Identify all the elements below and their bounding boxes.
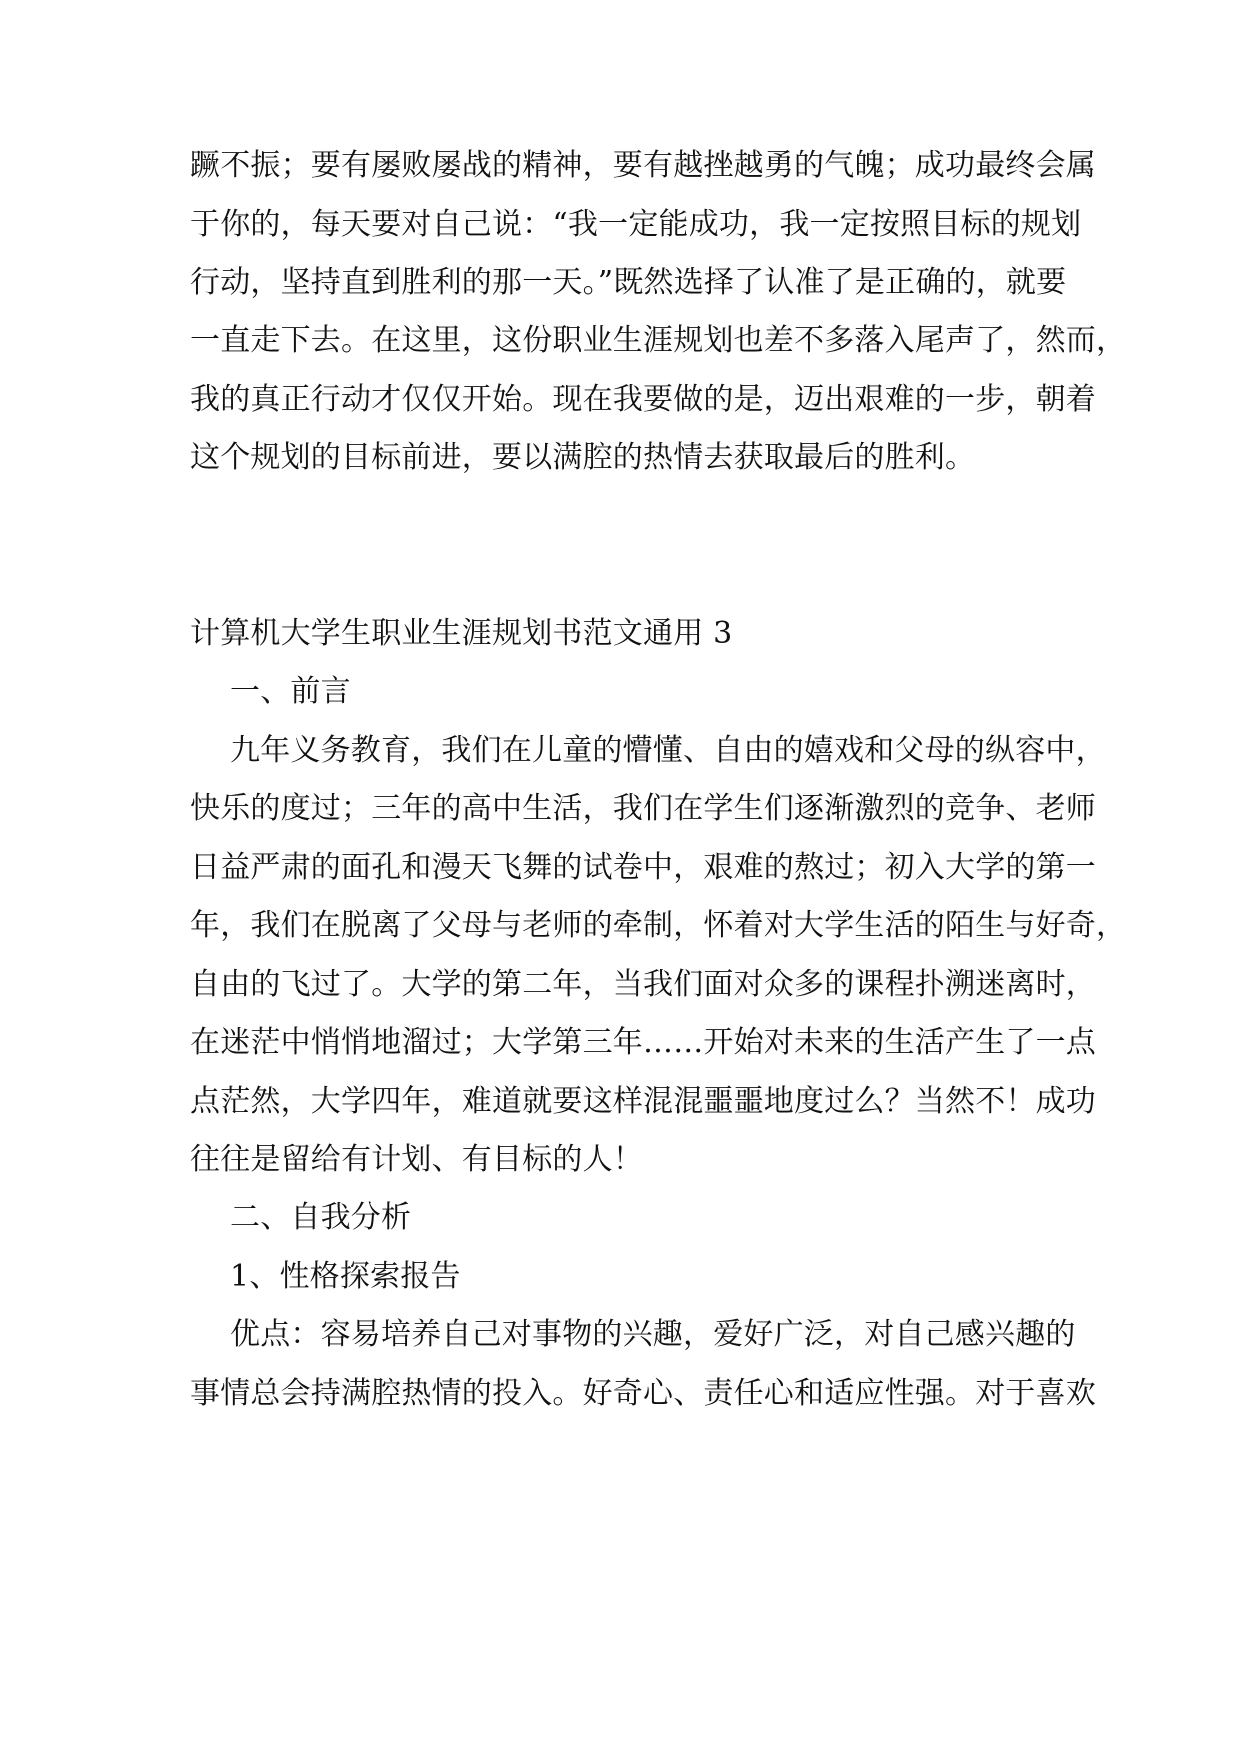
paragraph-line: 自由的飞过了。大学的第二年，当我们面对众多的课程扑溯迷离时， bbox=[190, 967, 1096, 1002]
paragraph-line: 事情总会持满腔热情的投入。好奇心、责任心和适应性强。对于喜欢 bbox=[190, 1376, 1096, 1411]
paragraph-line: 点茫然，大学四年，难道就要这样混混噩噩地度过么？当然不！成功 bbox=[190, 1084, 1096, 1119]
paragraph-line: 往往是留给有计划、有目标的人！ bbox=[190, 1142, 643, 1177]
heading-personality: 1、性格探索报告 bbox=[230, 1259, 461, 1294]
paragraph-line: 蹶不振；要有屡败屡战的精神，要有越挫越勇的气魄；成功最终会属 bbox=[190, 148, 1096, 183]
paragraph-line: 在迷茫中悄悄地溜过；大学第三年……开始对未来的生活产生了一点 bbox=[190, 1025, 1096, 1060]
heading-preface: 一、前言 bbox=[230, 674, 351, 709]
paragraph-line: 于你的，每天要对自己说：“我一定能成功，我一定按照目标的规划 bbox=[190, 207, 1082, 242]
paragraph-line: 九年义务教育，我们在儿童的懵懂、自由的嬉戏和父母的纵容中， bbox=[230, 733, 1106, 768]
heading-self-analysis: 二、自我分析 bbox=[230, 1200, 412, 1235]
paragraph-line: 我的真正行动才仅仅开始。现在我要做的是，迈出艰难的一步，朝着 bbox=[190, 382, 1096, 417]
paragraph-line: 年，我们在脱离了父母与老师的牵制，怀着对大学生活的陌生与好奇， bbox=[190, 908, 1127, 943]
section-title: 计算机大学生职业生涯规划书范文通用 3 bbox=[190, 616, 733, 651]
paragraph-line: 这个规划的目标前进，要以满腔的热情去获取最后的胜利。 bbox=[190, 440, 976, 475]
paragraph-line: 行动，坚持直到胜利的那一天。”既然选择了认准了是正确的，就要 bbox=[190, 265, 1067, 300]
paragraph-line: 一直走下去。在这里，这份职业生涯规划也差不多落入尾声了，然而， bbox=[190, 323, 1127, 358]
paragraph-line: 快乐的度过；三年的高中生活，我们在学生们逐渐激烈的竞争、老师 bbox=[190, 791, 1096, 826]
paragraph-line: 优点：容易培养自己对事物的兴趣，爱好广泛，对自己感兴趣的 bbox=[230, 1317, 1076, 1352]
paragraph-line: 日益严肃的面孔和漫天飞舞的试卷中，艰难的熬过；初入大学的第一 bbox=[190, 850, 1096, 885]
